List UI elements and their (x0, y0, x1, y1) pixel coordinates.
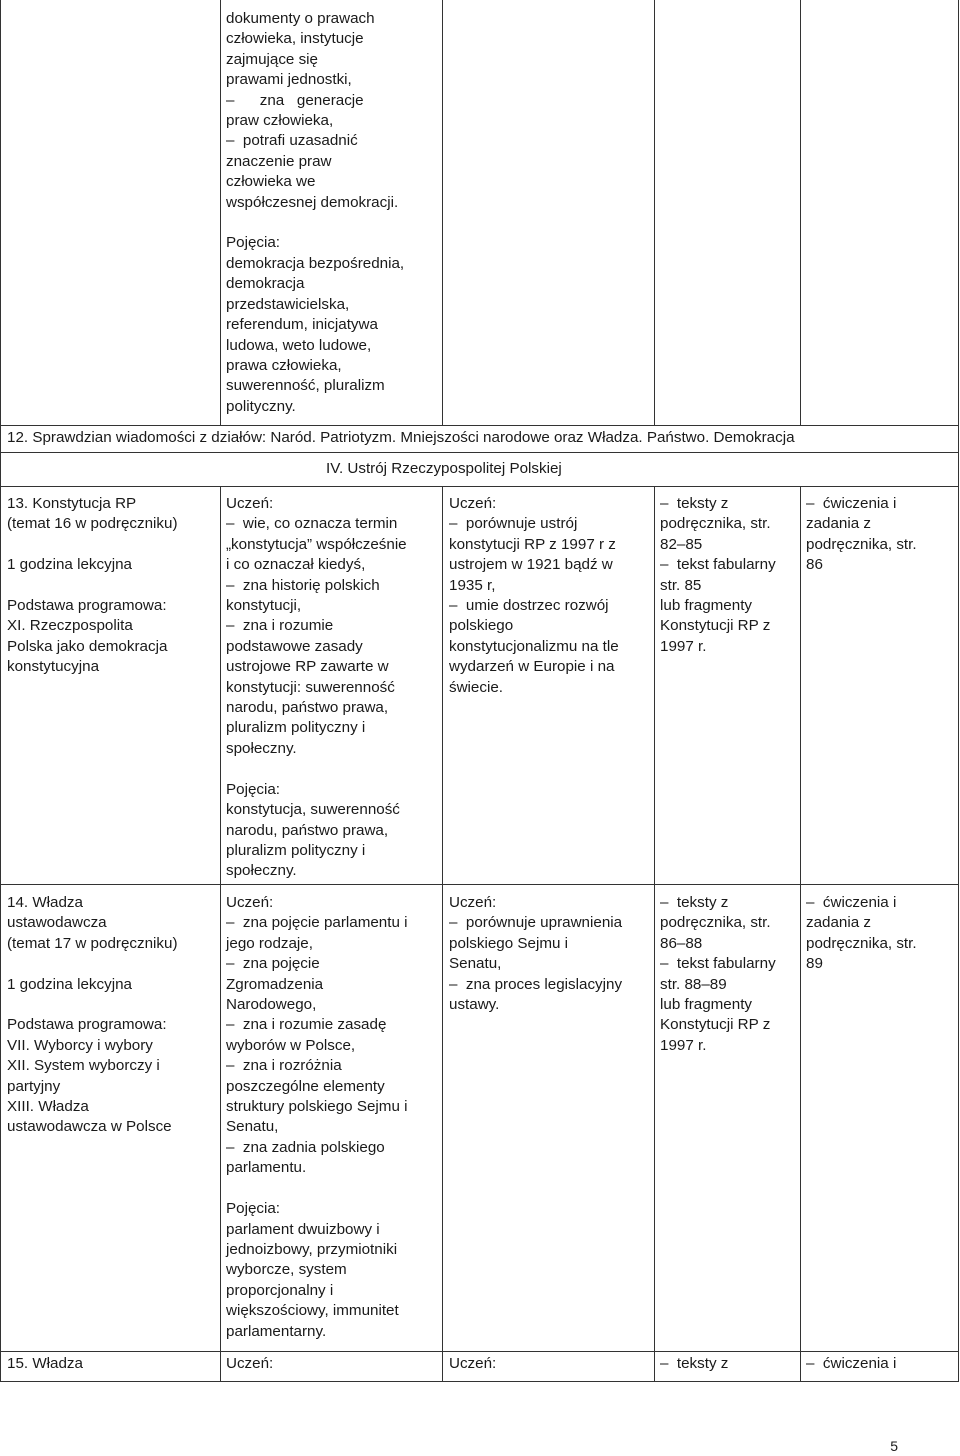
basic-requirement-line: konstytucji: suwerenność (226, 678, 395, 696)
objective-line: zajmujące się (226, 50, 319, 68)
objective-line: prawami jednostki, (226, 71, 352, 89)
extended-requirement-line: – umie dostrzec rozwój (449, 597, 609, 615)
basic-requirement-line: wyborów w Polsce, (226, 1036, 356, 1054)
basic-requirement-line: pluralizm polityczny i (226, 841, 366, 859)
objective-line: znaczenie praw (226, 152, 332, 170)
extended-requirement-line: ustawy. (449, 996, 500, 1014)
topic-line: (temat 17 w podręczniku) (7, 934, 178, 952)
basic-requirement-line: proporcjonalny i (226, 1281, 334, 1299)
row15-exercises: – ćwiczenia i (806, 1355, 897, 1372)
row14-topic-cell (7, 893, 178, 1138)
exercises-line: – ćwiczenia i (806, 894, 897, 911)
row13-extended-cell (449, 494, 619, 698)
topic-line: 13. Konstytucja RP (7, 495, 137, 512)
basic-requirement-line: narodu, państwo prawa, (226, 821, 389, 839)
row15-topic: 15. Władza (7, 1355, 83, 1372)
basic-requirement-line: – zna i rozumie (226, 617, 334, 635)
objective-line: – zna generacje (226, 91, 364, 109)
topic-line: 1 godzina lekcyjna (7, 556, 132, 574)
column-divider-1b (220, 486, 221, 1382)
extended-requirement-line: konstytucjonalizmu na tle (449, 637, 619, 655)
materials-line: – tekst fabularny (660, 556, 776, 574)
materials-line: 82–85 (660, 535, 703, 553)
objective-line: referendum, inicjatywa (226, 316, 378, 334)
objective-line: suwerenność, pluralizm (226, 377, 385, 395)
materials-line: Konstytucji RP z (660, 617, 771, 635)
basic-requirement-line: Zgromadzenia (226, 975, 324, 993)
section-header: IV. Ustrój Rzeczypospolitej Polskiej (326, 460, 562, 477)
table-border-bottom (0, 1381, 959, 1382)
basic-requirement-line: i co oznaczał kiedyś, (226, 556, 366, 574)
row14-basic-cell (226, 893, 408, 1342)
basic-requirement-line: parlament dwuizbowy i (226, 1220, 380, 1238)
objective-line: przedstawicielska, (226, 295, 350, 313)
row12-test-text: 12. Sprawdzian wiadomości z działów: Naród. Patriotyzm. Mniejszości narodowe oraz Władza. Państwo. Demokracja (7, 429, 795, 446)
objective-line: człowieka, instytucje (226, 30, 364, 48)
objective-line: współczesnej demokracji. (226, 193, 399, 211)
objective-line (226, 213, 404, 233)
basic-requirement-line: Pojęcia: (226, 1200, 281, 1218)
basic-requirement-line: wyborcze, system (226, 1261, 347, 1279)
topic-line: Podstawa programowa: (7, 1016, 167, 1034)
materials-line: Konstytucji RP z (660, 1016, 771, 1034)
basic-requirement-line (226, 759, 407, 779)
objective-line: ludowa, weto ludowe, (226, 336, 372, 354)
topic-line: (temat 16 w podręczniku) (7, 515, 178, 533)
materials-line: – teksty z (660, 894, 729, 911)
materials-line: – tekst fabularny (660, 955, 776, 973)
topic-line: 1 godzina lekcyjna (7, 975, 132, 993)
materials-line: 86–88 (660, 934, 703, 952)
basic-requirement-line: podstawowe zasady (226, 637, 363, 655)
objective-line: polityczny. (226, 397, 296, 415)
basic-requirement-line: konstytucja, suwerenność (226, 801, 400, 819)
objective-line: człowieka we (226, 173, 316, 191)
basic-requirement-line: ustrojowe RP zawarte w (226, 658, 389, 676)
topic-line: Podstawa programowa: (7, 597, 167, 615)
basic-requirement-line: społeczny. (226, 862, 297, 880)
page-number: 5 (890, 1438, 898, 1454)
row13-materials-cell (660, 494, 776, 657)
materials-line: – teksty z (660, 495, 729, 512)
basic-requirement-line: poszczególne elementy (226, 1077, 385, 1095)
objective-line: demokracja bezpośrednia, (226, 254, 405, 272)
table-border-left (0, 0, 1, 1382)
row15-extended: Uczeń: (449, 1355, 497, 1372)
row14-exercises-cell (806, 893, 917, 975)
basic-requirement-line: – wie, co oznacza termin (226, 515, 398, 533)
basic-requirement-line: Uczeń: (226, 495, 274, 512)
extended-requirement-line: konstytucji RP z 1997 r z (449, 535, 616, 553)
extended-requirement-line: – zna proces legislacyjny (449, 975, 623, 993)
row15-materials: – teksty z (660, 1355, 729, 1372)
row14-materials-cell (660, 893, 776, 1056)
exercises-line: – ćwiczenia i (806, 495, 897, 512)
topic-line: XI. Rzeczpospolita (7, 617, 133, 635)
basic-requirement-line: jednoizbowy, przymiotniki (226, 1240, 398, 1258)
materials-line: 1997 r. (660, 637, 707, 655)
basic-requirement-line: Uczeń: (226, 894, 274, 911)
basic-requirement-line: konstytucji, (226, 597, 302, 615)
materials-line: podręcznika, str. (660, 914, 771, 932)
basic-requirement-line: Narodowego, (226, 996, 317, 1014)
column-divider-3b (654, 486, 655, 1382)
materials-line: podręcznika, str. (660, 515, 771, 533)
topic-line: ustawodawcza (7, 914, 107, 932)
topic-line: ustawodawcza w Polsce (7, 1118, 172, 1136)
column-divider-3 (654, 0, 655, 425)
basic-requirement-line: Pojęcia: (226, 780, 281, 798)
extended-requirement-line: świecie. (449, 678, 504, 696)
extended-requirement-line: Senatu, (449, 955, 502, 973)
extended-requirement-line: polskiego Sejmu i (449, 934, 569, 952)
exercises-line: podręcznika, str. (806, 535, 917, 553)
basic-requirement-line: – zna pojęcie parlamentu i (226, 914, 408, 932)
basic-requirement-line: większościowy, immunitet (226, 1302, 399, 1320)
objective-line: prawa człowieka, (226, 356, 342, 374)
extended-requirement-line: Uczeń: (449, 894, 497, 911)
basic-requirement-line: struktury polskiego Sejmu i (226, 1098, 408, 1116)
column-divider-1 (220, 0, 221, 425)
column-divider-4b (800, 486, 801, 1382)
extended-requirement-line: – porównuje uprawnienia (449, 914, 623, 932)
basic-requirement-line: parlamentarny. (226, 1322, 327, 1340)
row14-extended-cell (449, 893, 622, 1015)
topic-line (7, 995, 178, 1015)
exercises-line: 89 (806, 955, 823, 973)
materials-line: 1997 r. (660, 1036, 707, 1054)
row-divider-12-top (0, 425, 959, 426)
extended-requirement-line: – porównuje ustrój (449, 515, 578, 533)
materials-line: str. 85 (660, 576, 702, 594)
row15-basic: Uczeń: (226, 1355, 274, 1372)
row-divider-13-14 (0, 884, 959, 885)
basic-requirement-line (226, 1179, 408, 1199)
basic-requirement-line: jego rodzaje, (226, 934, 313, 952)
topic-line: VII. Wyborcy i wybory (7, 1036, 153, 1054)
extended-requirement-line: 1935 r, (449, 576, 496, 594)
extended-requirement-line: ustrojem w 1921 bądź w (449, 556, 613, 574)
column-divider-2b (442, 486, 443, 1382)
row-divider-14-15 (0, 1351, 959, 1352)
row13-exercises-cell (806, 494, 917, 576)
row13-basic-cell (226, 494, 407, 882)
basic-requirement-line: – zna i rozumie zasadę (226, 1016, 387, 1034)
exercises-line: 86 (806, 556, 823, 574)
row13-topic-cell (7, 494, 178, 678)
basic-requirement-line: – zna i rozróżnia (226, 1057, 342, 1075)
materials-line: str. 88–89 (660, 975, 727, 993)
objective-line: Pojęcia: (226, 234, 281, 252)
basic-requirement-line: społeczny. (226, 739, 297, 757)
objective-line: demokracja (226, 275, 305, 293)
topic-line: partyjny (7, 1077, 61, 1095)
objective-line: praw człowieka, (226, 112, 334, 130)
objective-line: dokumenty o prawach (226, 10, 375, 27)
extended-requirement-line: wydarzeń w Europie i na (449, 658, 615, 676)
basic-requirement-line: „konstytucja” współcześnie (226, 535, 407, 553)
extended-requirement-line: Uczeń: (449, 495, 497, 512)
topic-line (7, 954, 178, 974)
topic-line: 14. Władza (7, 894, 83, 911)
topic-line (7, 535, 178, 555)
exercises-line: zadania z (806, 914, 872, 932)
row-divider-12-bottom (0, 452, 959, 453)
section-header-bottom (0, 486, 959, 487)
objective-line: – potrafi uzasadnić (226, 132, 358, 150)
basic-requirement-line: Senatu, (226, 1118, 279, 1136)
top-objectives-cell (226, 9, 404, 417)
column-divider-4 (800, 0, 801, 425)
basic-requirement-line: parlamentu. (226, 1159, 307, 1177)
basic-requirement-line: narodu, państwo prawa, (226, 699, 389, 717)
topic-line: Polska jako demokracja (7, 637, 168, 655)
basic-requirement-line: pluralizm polityczny i (226, 719, 366, 737)
topic-line: XII. System wyborczy i (7, 1057, 160, 1075)
column-divider-2 (442, 0, 443, 425)
extended-requirement-line: polskiego (449, 617, 514, 635)
materials-line: lub fragmenty (660, 597, 753, 615)
topic-line (7, 576, 178, 596)
basic-requirement-line: – zna historię polskich (226, 576, 380, 594)
materials-line: lub fragmenty (660, 996, 753, 1014)
table-border-right (958, 0, 959, 1382)
topic-line: XIII. Władza (7, 1098, 89, 1116)
basic-requirement-line: – zna zadnia polskiego (226, 1138, 385, 1156)
basic-requirement-line: – zna pojęcie (226, 955, 320, 973)
exercises-line: zadania z (806, 515, 872, 533)
topic-line: konstytucyjna (7, 658, 100, 676)
exercises-line: podręcznika, str. (806, 934, 917, 952)
